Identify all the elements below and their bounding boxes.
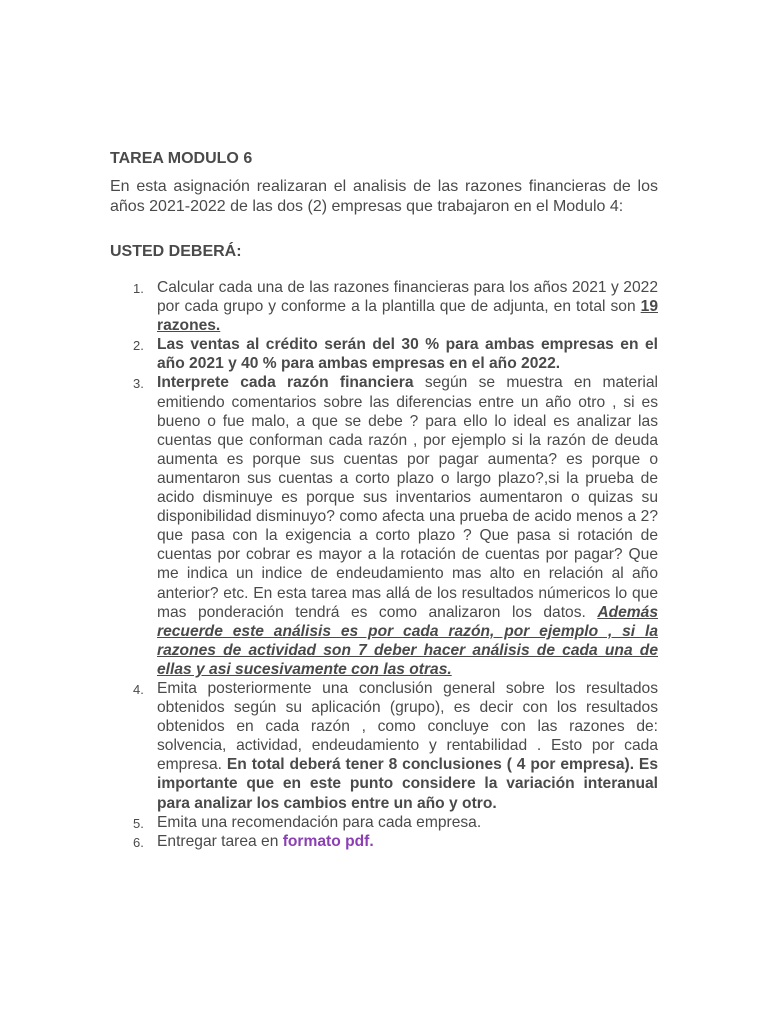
list-item: [110, 335, 658, 373]
list-item: [110, 278, 658, 335]
item-number: 4.: [133, 681, 144, 697]
item-number: 2.: [133, 338, 144, 354]
pdf-format-link[interactable]: formato pdf: [282, 832, 370, 850]
list-item: [110, 813, 658, 832]
list-item: [110, 373, 658, 679]
item-text: Emita posteriormente una conclusión general sobre los resultados obtenidos según su aplicación (grupo), es decir con los resultados obtenidos en cada razón , como concluye con las razones de: solvencia, actividad, endeudamiento y rentabilidad . Esto por cada empresa.: [157, 679, 658, 774]
document-title: TAREA MODULO 6: [110, 150, 253, 167]
item-number: 6.: [133, 834, 144, 850]
item-text: Entregar tarea en: [157, 832, 283, 850]
item-highlight: 19 razones.: [157, 298, 658, 335]
item-number: 5.: [133, 815, 144, 831]
item-strong-text: Las ventas al crédito serán del 30 % para ambas empresas en el año 2021 y 40 % para ambas empresas en el año 2022.: [157, 336, 658, 373]
item-emphasis: Además recuerde este análisis es por cada razón, por ejemplo , si la razones de actividad son 7 deber hacer análisis de cada una de ellas y asi sucesivamente con las otras.: [157, 603, 658, 678]
item-number: 1.: [133, 281, 144, 296]
item-strong-text: En total deberá tener 8 conclusiones ( 4 por empresa). Es importante que en este punto considere la variación interanual para analizar los cambios entre un año y otro.: [157, 756, 658, 812]
list-item: [110, 679, 658, 813]
item-text: según se muestra en material emitiendo comentarios sobre las diferencias entre un año otro , si es bueno o fue malo, a que se debe ? para ello lo ideal es analizar las cuentas que conforman cada razón , por ejemplo si la razón de deuda aumenta es porque sus cuentas por pagar aumenta? es porque o aumentaron sus cuentas a corto plazo o largo plazo?,si la prueba de acido disminuye es porque sus inventarios aumentaron o quizas su disponibilidad disminuyo? como afecta una prueba de acido menos a 2? que pasa con la exigencia a corto plazo ? Que pasa si rotación de cuentas por cobrar es mayor a la rotación de cuentas por pagar? Que me indica un indice de endeudamiento mas alto en relación al año anterior? etc. En esta tarea mas allá de los resultados númericos lo que mas ponderación tendrá es como analizaron los datos.: [157, 374, 658, 621]
item-strong-text: Interprete cada razón financiera: [157, 374, 414, 392]
section-heading: USTED DEBERÁ:: [110, 243, 242, 260]
item-text: Emita una recomendación para cada empresa.: [157, 813, 482, 831]
list-item: [110, 832, 658, 851]
item-tail: .: [369, 832, 374, 850]
item-text: Calcular cada una de las razones financieras para los años 2021 y 2022 por cada grupo y conforme a la plantilla que de adjunta, en total son: [157, 279, 658, 316]
intro-paragraph: En esta asignación realizaran el analisis de las razones financieras de los años 2021-2022 de las dos (2) empresas que trabajaron en el Modulo 4:: [110, 178, 658, 215]
item-number: 3.: [133, 376, 144, 392]
task-list: [110, 278, 658, 851]
